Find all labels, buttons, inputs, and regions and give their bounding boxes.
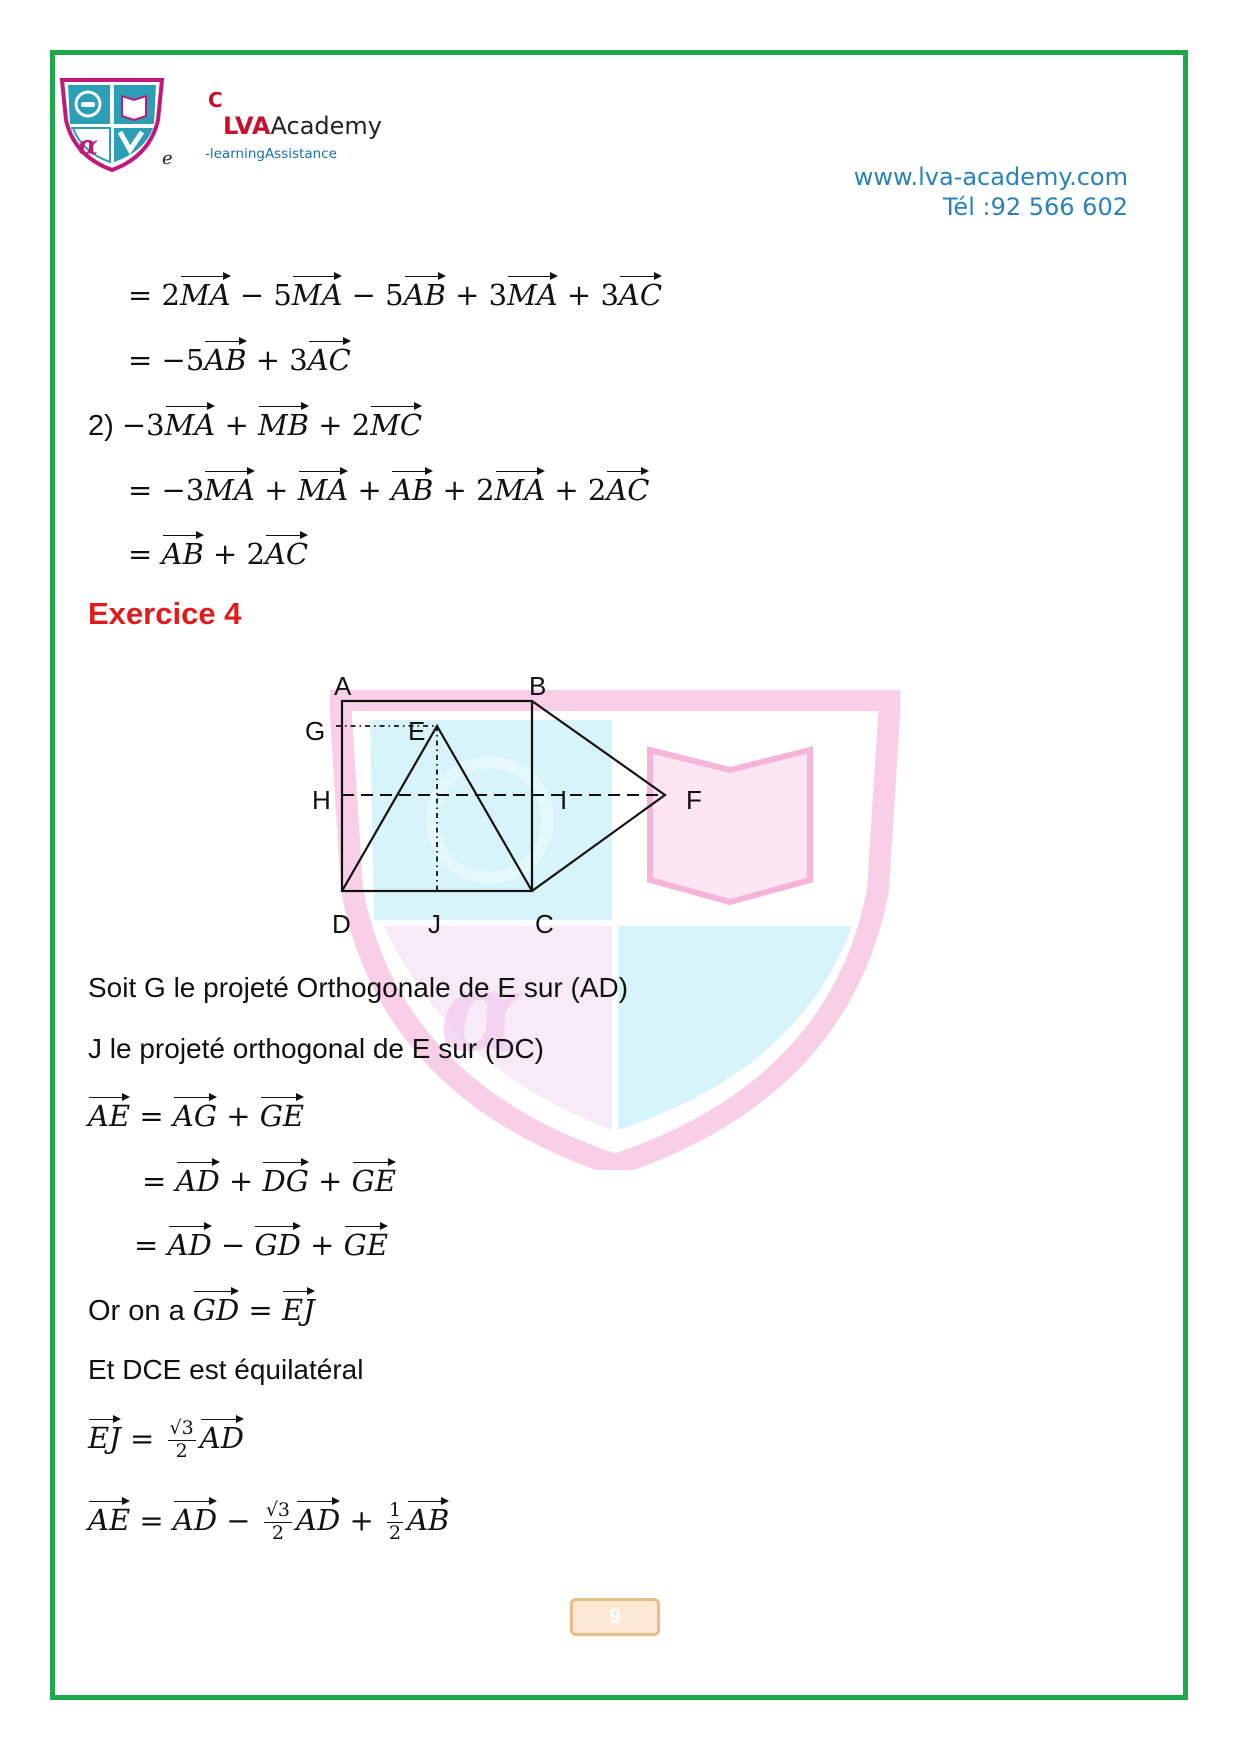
- brand-lva: LVA: [223, 112, 271, 140]
- equation-line-2: = −5AB + 3AC: [128, 343, 351, 377]
- label-b: B: [529, 671, 547, 701]
- brand-academy: Academy: [270, 112, 382, 140]
- label-f: F: [686, 785, 702, 815]
- equation-ae-final: AE = AD − $\frac{√3}{2}$ AD + $\frac{1}{2}$ AB: [88, 1499, 450, 1544]
- lva-academy-logo: [58, 76, 166, 172]
- brand-tagline: -learningAssistance: [205, 146, 337, 162]
- equation-ae-1: AE = AG + GE: [88, 1099, 305, 1133]
- label-c: C: [535, 909, 554, 939]
- website-link[interactable]: www.lva-academy.com: [853, 163, 1128, 191]
- label-g: G: [305, 716, 326, 746]
- label-e: E: [408, 716, 426, 746]
- svg-text:α: α: [440, 947, 525, 1076]
- page-number: 9: [570, 1598, 660, 1636]
- label-j: J: [428, 909, 441, 939]
- text-dce-equilateral: Et DCE est équilatéral: [88, 1354, 364, 1385]
- phone-number: Tél :92 566 602: [942, 193, 1128, 221]
- brand-c: C: [208, 88, 223, 112]
- geometry-figure: [300, 665, 720, 955]
- text-soit-g: Soit G le projeté Orthogonale de E sur (AD): [88, 972, 629, 1003]
- equation-or-on-a: Or on a GD = EJ: [88, 1293, 315, 1327]
- label-i: I: [560, 785, 568, 815]
- question-2-expression: 2) −3MA + MB + 2MC: [88, 408, 423, 442]
- label-h: H: [312, 785, 331, 815]
- brand-e: e: [162, 148, 173, 169]
- equation-line-1: = 2MA − 5MA − 5AB + 3MA + 3AC: [128, 278, 663, 312]
- equation-line-3: = −3MA + MA + AB + 2MA + 2AC: [128, 473, 650, 507]
- text-j-projete: J le projeté orthogonal de E sur (DC): [88, 1033, 544, 1064]
- contact-block: [854, 162, 1128, 222]
- equation-ae-2: = AD + DG + GE: [142, 1164, 396, 1198]
- exercise-title: Exercice 4: [88, 596, 242, 631]
- label-a: A: [334, 671, 352, 701]
- equation-ae-3: = AD − GD + GE: [134, 1228, 388, 1262]
- brand-name: [223, 112, 382, 140]
- svg-text:α: α: [78, 131, 99, 161]
- equation-line-4: = AB + 2AC: [128, 537, 309, 571]
- equation-ej: EJ = $\frac{√3}{2}$ AD: [88, 1417, 244, 1462]
- label-d: D: [332, 909, 351, 939]
